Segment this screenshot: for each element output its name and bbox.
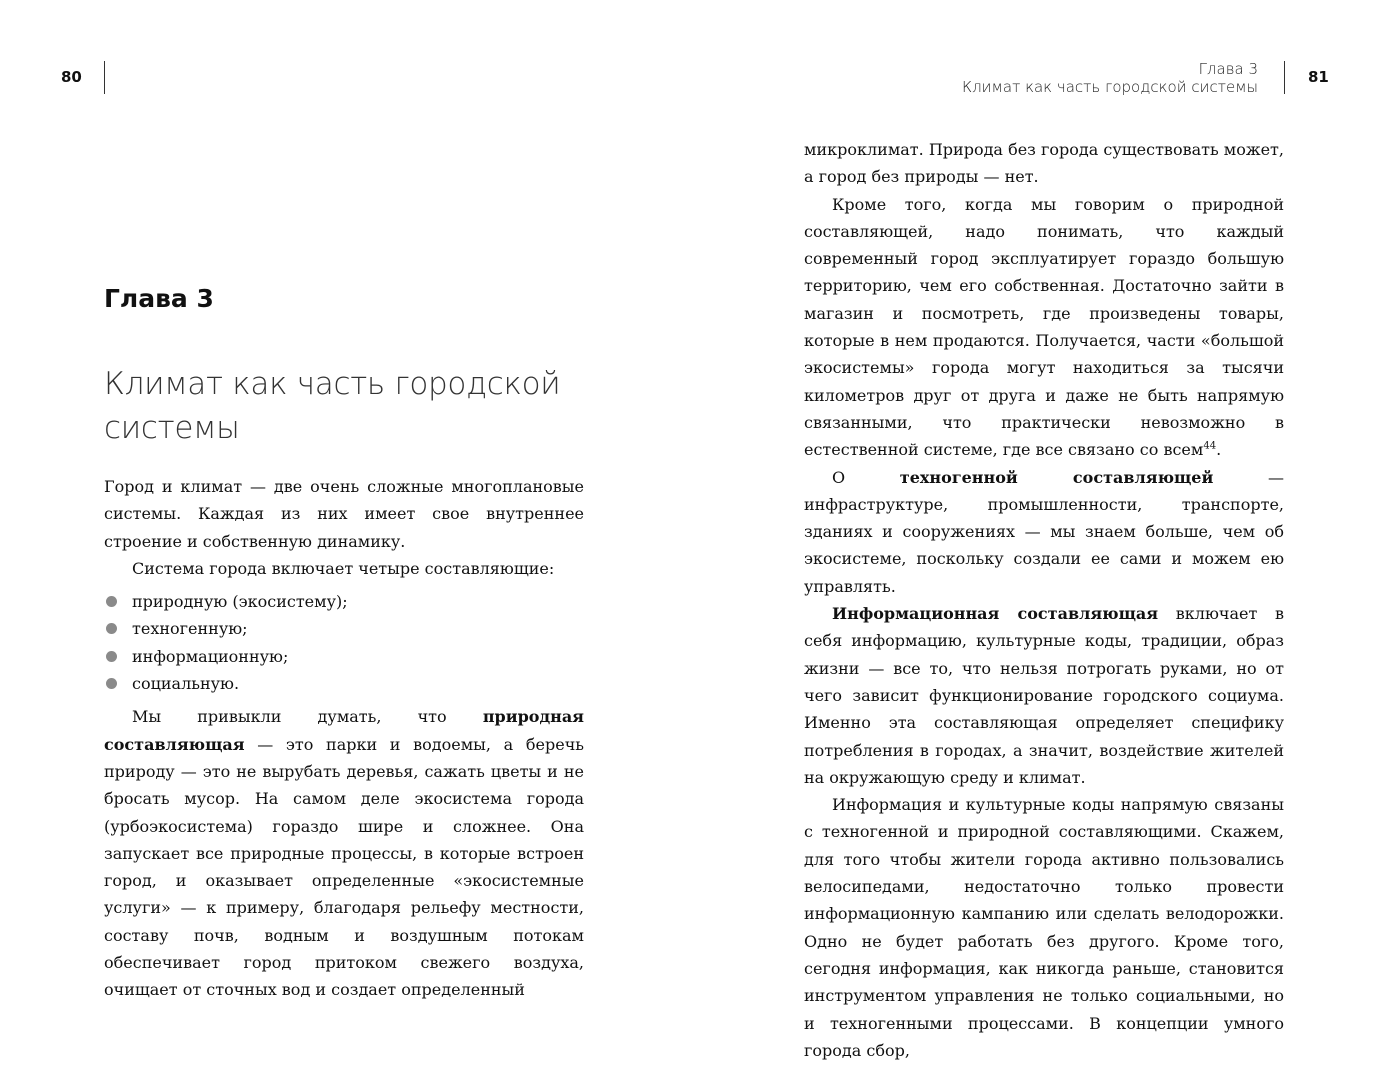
text-run: включает в себя информацию, культурные коды, традиции, образ жизни — все то, что нельзя потрогать руками, но от чего зависит функционирование городского социума. Именно эта составляющая определяет специфику потребления в городах, а значит, воздействие жителей на окружающую среду и климат. (804, 604, 1285, 787)
bold-term: Информационная составляющая (832, 604, 1159, 624)
bold-term: техногенной составляющей (899, 467, 1214, 487)
page-number: 80 (61, 68, 82, 86)
list-item: социальную. (104, 670, 584, 697)
running-head-chapter: Глава 3 (1198, 60, 1258, 78)
left-page (0, 0, 694, 1080)
paragraph: Информация и культурные коды напрямую связаны с техногенной и природной составляющими. Скажем, для того чтобы жители города активно пользовались велосипедами, недостаточно только провести информационную кампанию или сделать велодорожки. Одно не будет работать без другого. Кроме того, сегодня информация, как никогда раньше, становится инструментом управления не только социальными, но и техногенными процессами. В концепции умного города сбор, (804, 795, 1284, 1060)
running-head (962, 60, 1258, 96)
text-run: Мы привыкли думать, что (132, 707, 483, 727)
paragraph: Город и климат — две очень сложные многоплановые системы. Каждая из них имеет свое внутреннее строение и собственную динамику. (104, 477, 584, 551)
header-rule (1284, 61, 1285, 94)
paragraph (804, 191, 1284, 464)
text-run: . (1216, 440, 1222, 460)
text-run: — инфраструктуре, промышленности, транспорте, зданиях и сооружениях — мы знаем больше, чем об экосистеме, поскольку создали ее сами и можем ею управлять. (804, 467, 1285, 596)
running-head-title: Климат как часть городской системы (961, 78, 1258, 96)
text-run: Кроме того, когда мы говорим о природной составляющей, надо понимать, что каждый современный город эксплуатирует гораздо большую территорию, чем его собственная. Достаточно зайти в магазин и посмотреть, где произведены товары, которые в нем продаются. Получается, части «большой экосистемы» города могут находиться за тысячи километров друг от друга и даже не быть напрямую связанными, что практически невозможно в естественной системе, где все связано со всем (804, 194, 1284, 460)
chapter-label: Глава 3 (104, 284, 214, 313)
page-number: 81 (1308, 68, 1329, 86)
paragraph: Система города включает четыре составляющие: (132, 558, 555, 578)
paragraph: микроклимат. Природа без города существовать может, а город без природы — нет. (804, 140, 1284, 187)
bold-term: природная составляющая (104, 707, 584, 754)
right-page (694, 0, 1389, 1080)
body-text (104, 473, 584, 1004)
text-run: О (832, 467, 900, 487)
body-text (804, 136, 1284, 1064)
footnote-ref[interactable]: 44 (1203, 440, 1217, 452)
components-list (104, 588, 584, 697)
chapter-title: Климат как часть городской системы (104, 366, 561, 446)
text-run: — это парки и водоемы, а беречь природу — это не вырубать деревья, сажать цветы и не бросать мусор. На самом деле экосистема города (урбоэкосистема) гораздо шире и сложнее. Она запускает все природные процессы, в которые встроен город, и оказывает определенные «экосистемные услуги» — к примеру, благодаря рельефу местности, составу почв, водным и воздушным потокам обеспечивает город притоком свежего воздуха, очищает от сточных вод и создает определенный (104, 734, 584, 1000)
list-item: техногенную; (104, 615, 584, 642)
paragraph (804, 600, 1284, 791)
list-item: природную (экосистему); (104, 588, 584, 615)
paragraph (804, 464, 1284, 600)
header-rule (104, 61, 105, 94)
list-item: информационную; (104, 643, 584, 670)
paragraph (104, 703, 584, 1003)
